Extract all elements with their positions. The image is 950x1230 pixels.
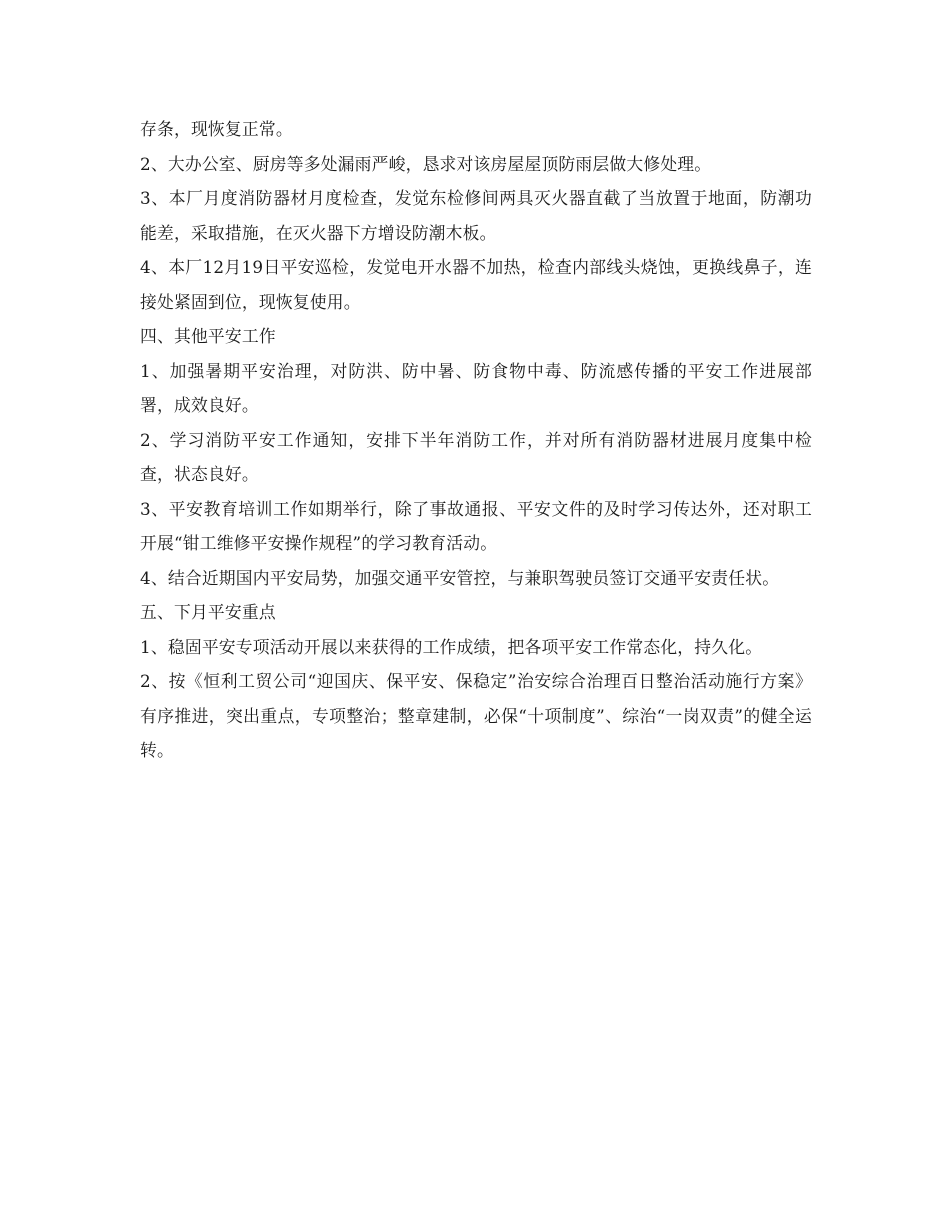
paragraph-item-training: 3、平安教育培训工作如期举行，除了事故通报、平安文件的及时学习传达外，还对职工开展“钳工维修平安操作规程”的学习教育活动。 xyxy=(140,498,812,553)
paragraph-item-campaign-plan: 2、按《恒利工贸公司“迎国庆、保平安、保稳定”治安综合治理百日整治活动施行方案》有序推进，突出重点，专项整治；整章建制，必保“十项制度”、综治“一岗双责”的健全运转。 xyxy=(140,671,812,760)
paragraph-item-traffic-safety: 4、结合近期国内平安局势，加强交通平安管控，与兼职驾驶员签订交通平安责任状。 xyxy=(140,567,780,588)
paragraph-item-extinguisher-check: 3、本厂月度消防器材月度检查，发觉东检修间两具灭火器直截了当放置于地面，防潮功能差，采取措施，在灭火器下方增设防潮木板。 xyxy=(140,188,812,243)
section-heading-next-month: 五、下月平安重点 xyxy=(140,602,276,622)
paragraph-item-water-heater: 4、本厂12月19日平安巡检，发觉电开水器不加热，检查内部线头烧蚀，更换线鼻子，连接处紧固到位，现恢复使用。 xyxy=(140,257,812,312)
paragraph-item-consolidate: 1、稳固平安专项活动开展以来获得的工作成绩，把各项平安工作常态化，持久化。 xyxy=(140,636,763,657)
paragraph-continuation: 存条，现恢复正常。 xyxy=(140,119,293,139)
paragraph-item-fire-notice: 2、学习消防平安工作通知，安排下半年消防工作，并对所有消防器材进展月度集中检查，状态良好。 xyxy=(140,429,812,484)
section-heading-other-work: 四、其他平安工作 xyxy=(140,326,276,346)
paragraph-item-summer-safety: 1、加强暑期平安治理，对防洪、防中暑、防食物中毒、防流感传播的平安工作进展部署，成效良好。 xyxy=(140,360,812,415)
paragraph-item-office-leak: 2、大办公室、厨房等多处漏雨严峻，恳求对该房屋屋顶防雨层做大修处理。 xyxy=(140,153,712,174)
document-body xyxy=(140,112,812,768)
